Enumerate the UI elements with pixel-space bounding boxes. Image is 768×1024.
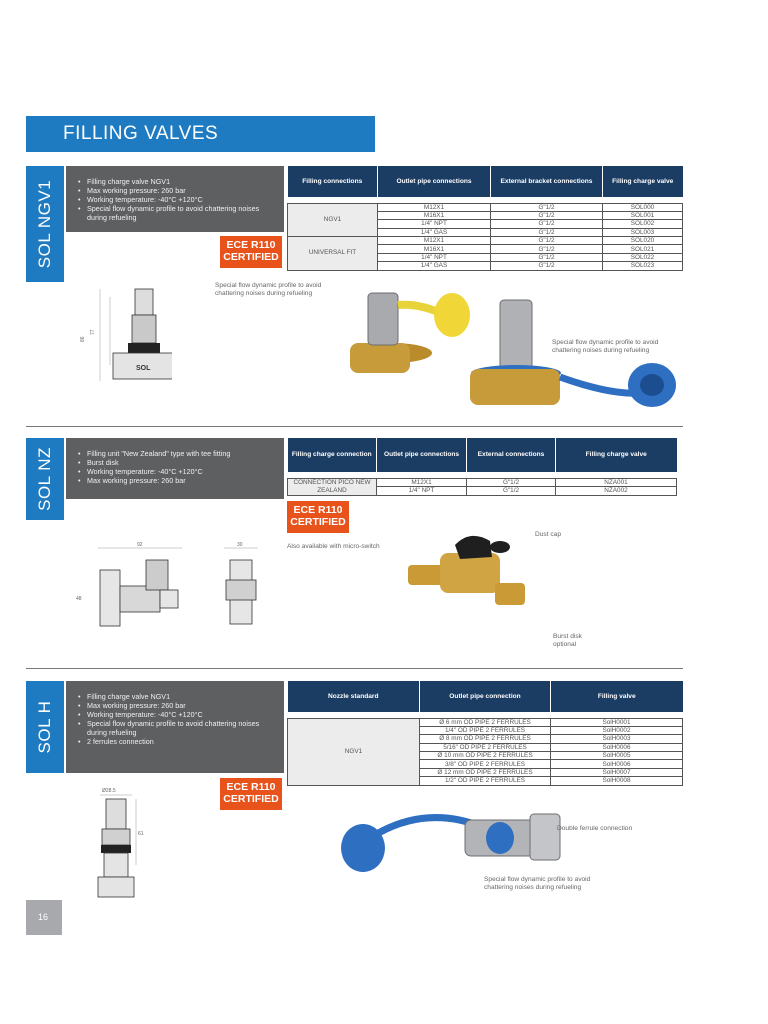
ece-badge-ngv1 [220, 236, 282, 268]
feature-list [78, 692, 278, 746]
table-cell: G"1/2 [491, 237, 603, 245]
dimension-label: 86 [80, 336, 86, 342]
table-cell: M12X1 [378, 237, 491, 245]
col-header: Filling connections [288, 166, 378, 197]
table-cell: G"1/2 [491, 203, 603, 211]
feature-item: • Max working pressure: 260 bar [78, 476, 278, 485]
table-cell: M16X1 [378, 245, 491, 253]
page-title-bar [26, 116, 375, 152]
table-cell: 1/4" NPT [378, 253, 491, 261]
feature-list [78, 449, 278, 485]
table-cell: M12X1 [378, 203, 491, 211]
feature-item: • Max working pressure: 260 bar [78, 701, 278, 710]
table-cell: Ø 10 mm OD PIPE 2 FERRULES [420, 752, 551, 760]
table-cell: 1/4" NPT [378, 220, 491, 228]
table-cell: M16X1 [378, 211, 491, 219]
table-cell: SOL001 [603, 211, 683, 219]
section-tab-label: SOL H [35, 700, 54, 754]
dimension-label: 92 [137, 542, 143, 548]
section-tab-nz [26, 438, 64, 520]
group-cell: NGV1 [288, 203, 378, 237]
spec-table-ngv1 [287, 166, 683, 271]
col-header: Outlet pipe connections [377, 438, 467, 472]
col-header: Filling charge valve [556, 438, 677, 472]
col-header: Filling charge connection [288, 438, 377, 472]
feature-box-h [66, 681, 284, 773]
dimension-label: 48 [76, 596, 82, 602]
feature-item: • Working temperature: -40°C +120°C [78, 710, 278, 719]
table-cell: G"1/2 [491, 262, 603, 270]
table-cell: Ø 6 mm OD PIPE 2 FERRULES [420, 718, 551, 726]
dimension-label: Ø28.5 [102, 788, 116, 794]
dimension-label: 30 [237, 542, 243, 548]
col-header: External bracket connections [491, 166, 603, 197]
table-row [288, 237, 683, 245]
badge-line2: CERTIFIED [290, 516, 346, 528]
feature-item: • Working temperature: -40°C +120°C [78, 467, 278, 476]
section-tab-h [26, 681, 64, 773]
table-cell: G"1/2 [491, 220, 603, 228]
table-cell: SolH0006 [551, 760, 683, 768]
callout-note: Special flow dynamic profile to avoid chattering noises during refueling [215, 282, 322, 297]
table-cell: SOL021 [603, 245, 683, 253]
badge-line1: ECE R110 [293, 504, 343, 516]
callout-note: Also available with micro-switch [287, 543, 380, 550]
section-divider [26, 668, 683, 669]
ece-badge-nz [287, 501, 349, 533]
feature-list [78, 177, 278, 222]
table-cell: G"1/2 [491, 253, 603, 261]
table-cell: G"1/2 [491, 211, 603, 219]
ece-badge-h [220, 778, 282, 810]
table-cell: SOL022 [603, 253, 683, 261]
table-row [288, 203, 683, 211]
group-cell: NGV1 [288, 718, 420, 785]
technical-drawing-h [86, 785, 146, 903]
group-cell: CONNECTION PICO NEW ZEALAND [288, 478, 377, 495]
table-cell: 1/4" NPT [377, 487, 467, 496]
col-header: Nozzle standard [288, 681, 420, 712]
page-number: 16 [38, 912, 49, 922]
table-cell: 3/8" OD PIPE 2 FERRULES [420, 760, 551, 768]
table-cell: G"1/2 [491, 228, 603, 236]
callout-note: Burst disk optional [553, 633, 582, 648]
table-cell: NZA002 [556, 487, 677, 496]
table-cell: M12X1 [377, 478, 467, 487]
table-cell: NZA001 [556, 478, 677, 487]
section-tab-ngv1 [26, 166, 64, 282]
table-cell: SolH0006 [551, 743, 683, 751]
technical-drawing-nz [74, 540, 274, 632]
col-header: Outlet pipe connection [420, 681, 551, 712]
table-cell: SOL003 [603, 228, 683, 236]
callout-note: Double ferrule connection [557, 825, 633, 832]
col-header: Filling valve [551, 681, 683, 712]
callout-note: Dust cap [535, 531, 562, 538]
table-cell: SolH0005 [551, 752, 683, 760]
callout-note: Special flow dynamic profile to avoid chattering noises during refueling [484, 876, 591, 891]
section-divider [26, 426, 683, 427]
table-cell: SolH0001 [551, 718, 683, 726]
feature-item: • Max working pressure: 260 bar [78, 186, 278, 195]
table-cell: G"1/2 [491, 245, 603, 253]
callout-note: Special flow dynamic profile to avoid chattering noises during refueling [552, 339, 659, 354]
table-cell: SOL020 [603, 237, 683, 245]
feature-item: • Filling charge valve NGV1 [78, 177, 278, 186]
table-cell: 5/16" OD PIPE 2 FERRULES [420, 743, 551, 751]
section-tab-label: SOL NGV1 [35, 179, 54, 269]
table-cell: SolH0003 [551, 735, 683, 743]
product-photo-nz [400, 525, 535, 620]
spec-table-h [287, 681, 683, 786]
feature-item: • Special flow dynamic profile to avoid chattering noises during refueling [78, 204, 278, 222]
table-row [288, 718, 683, 726]
feature-box-ngv1 [66, 166, 284, 232]
table-cell: Ø 12 mm OD PIPE 2 FERRULES [420, 768, 551, 776]
table-cell: 1/4" GAS [378, 262, 491, 270]
table-cell: SolH0002 [551, 726, 683, 734]
group-cell: UNIVERSAL FIT [288, 237, 378, 271]
table-cell: G"1/2 [467, 487, 556, 496]
table-row [288, 478, 677, 487]
table-cell: SOL000 [603, 203, 683, 211]
feature-item: • Burst disk [78, 458, 278, 467]
badge-line2: CERTIFIED [223, 793, 279, 805]
dimension-label: 77 [90, 329, 96, 335]
badge-line1: ECE R110 [226, 239, 276, 251]
feature-item: • Special flow dynamic profile to avoid chattering noises during refueling [78, 719, 278, 737]
feature-box-nz [66, 438, 284, 499]
feature-item: • Filling unit "New Zealand" type with tee fitting [78, 449, 278, 458]
table-cell: SOL023 [603, 262, 683, 270]
table-cell: G"1/2 [467, 478, 556, 487]
badge-line1: ECE R110 [226, 781, 276, 793]
table-cell: 1/4" OD PIPE 2 FERRULES [420, 726, 551, 734]
feature-item: • 2 ferrules connection [78, 737, 278, 746]
table-cell: SOL002 [603, 220, 683, 228]
page-title: FILLING VALVES [63, 123, 219, 144]
feature-item: • Filling charge valve NGV1 [78, 692, 278, 701]
table-cell: SolH0008 [551, 777, 683, 785]
feature-item: • Working temperature: -40°C +120°C [78, 195, 278, 204]
table-cell: Ø 8 mm OD PIPE 2 FERRULES [420, 735, 551, 743]
table-cell: 1/2" OD PIPE 2 FERRULES [420, 777, 551, 785]
dimension-label: 61 [138, 831, 144, 837]
product-photo-h [335, 808, 565, 878]
part-mark: SOL [136, 365, 151, 372]
section-tab-label: SOL NZ [35, 447, 54, 511]
page-number-box [26, 900, 62, 935]
col-header: Outlet pipe connections [378, 166, 491, 197]
table-cell: 1/4" GAS [378, 228, 491, 236]
badge-line2: CERTIFIED [223, 251, 279, 263]
col-header: Filling charge valve [603, 166, 683, 197]
table-cell: SolH0007 [551, 768, 683, 776]
col-header: External connections [467, 438, 556, 472]
technical-drawing-ngv1 [80, 283, 172, 395]
spec-table-nz [287, 438, 677, 496]
